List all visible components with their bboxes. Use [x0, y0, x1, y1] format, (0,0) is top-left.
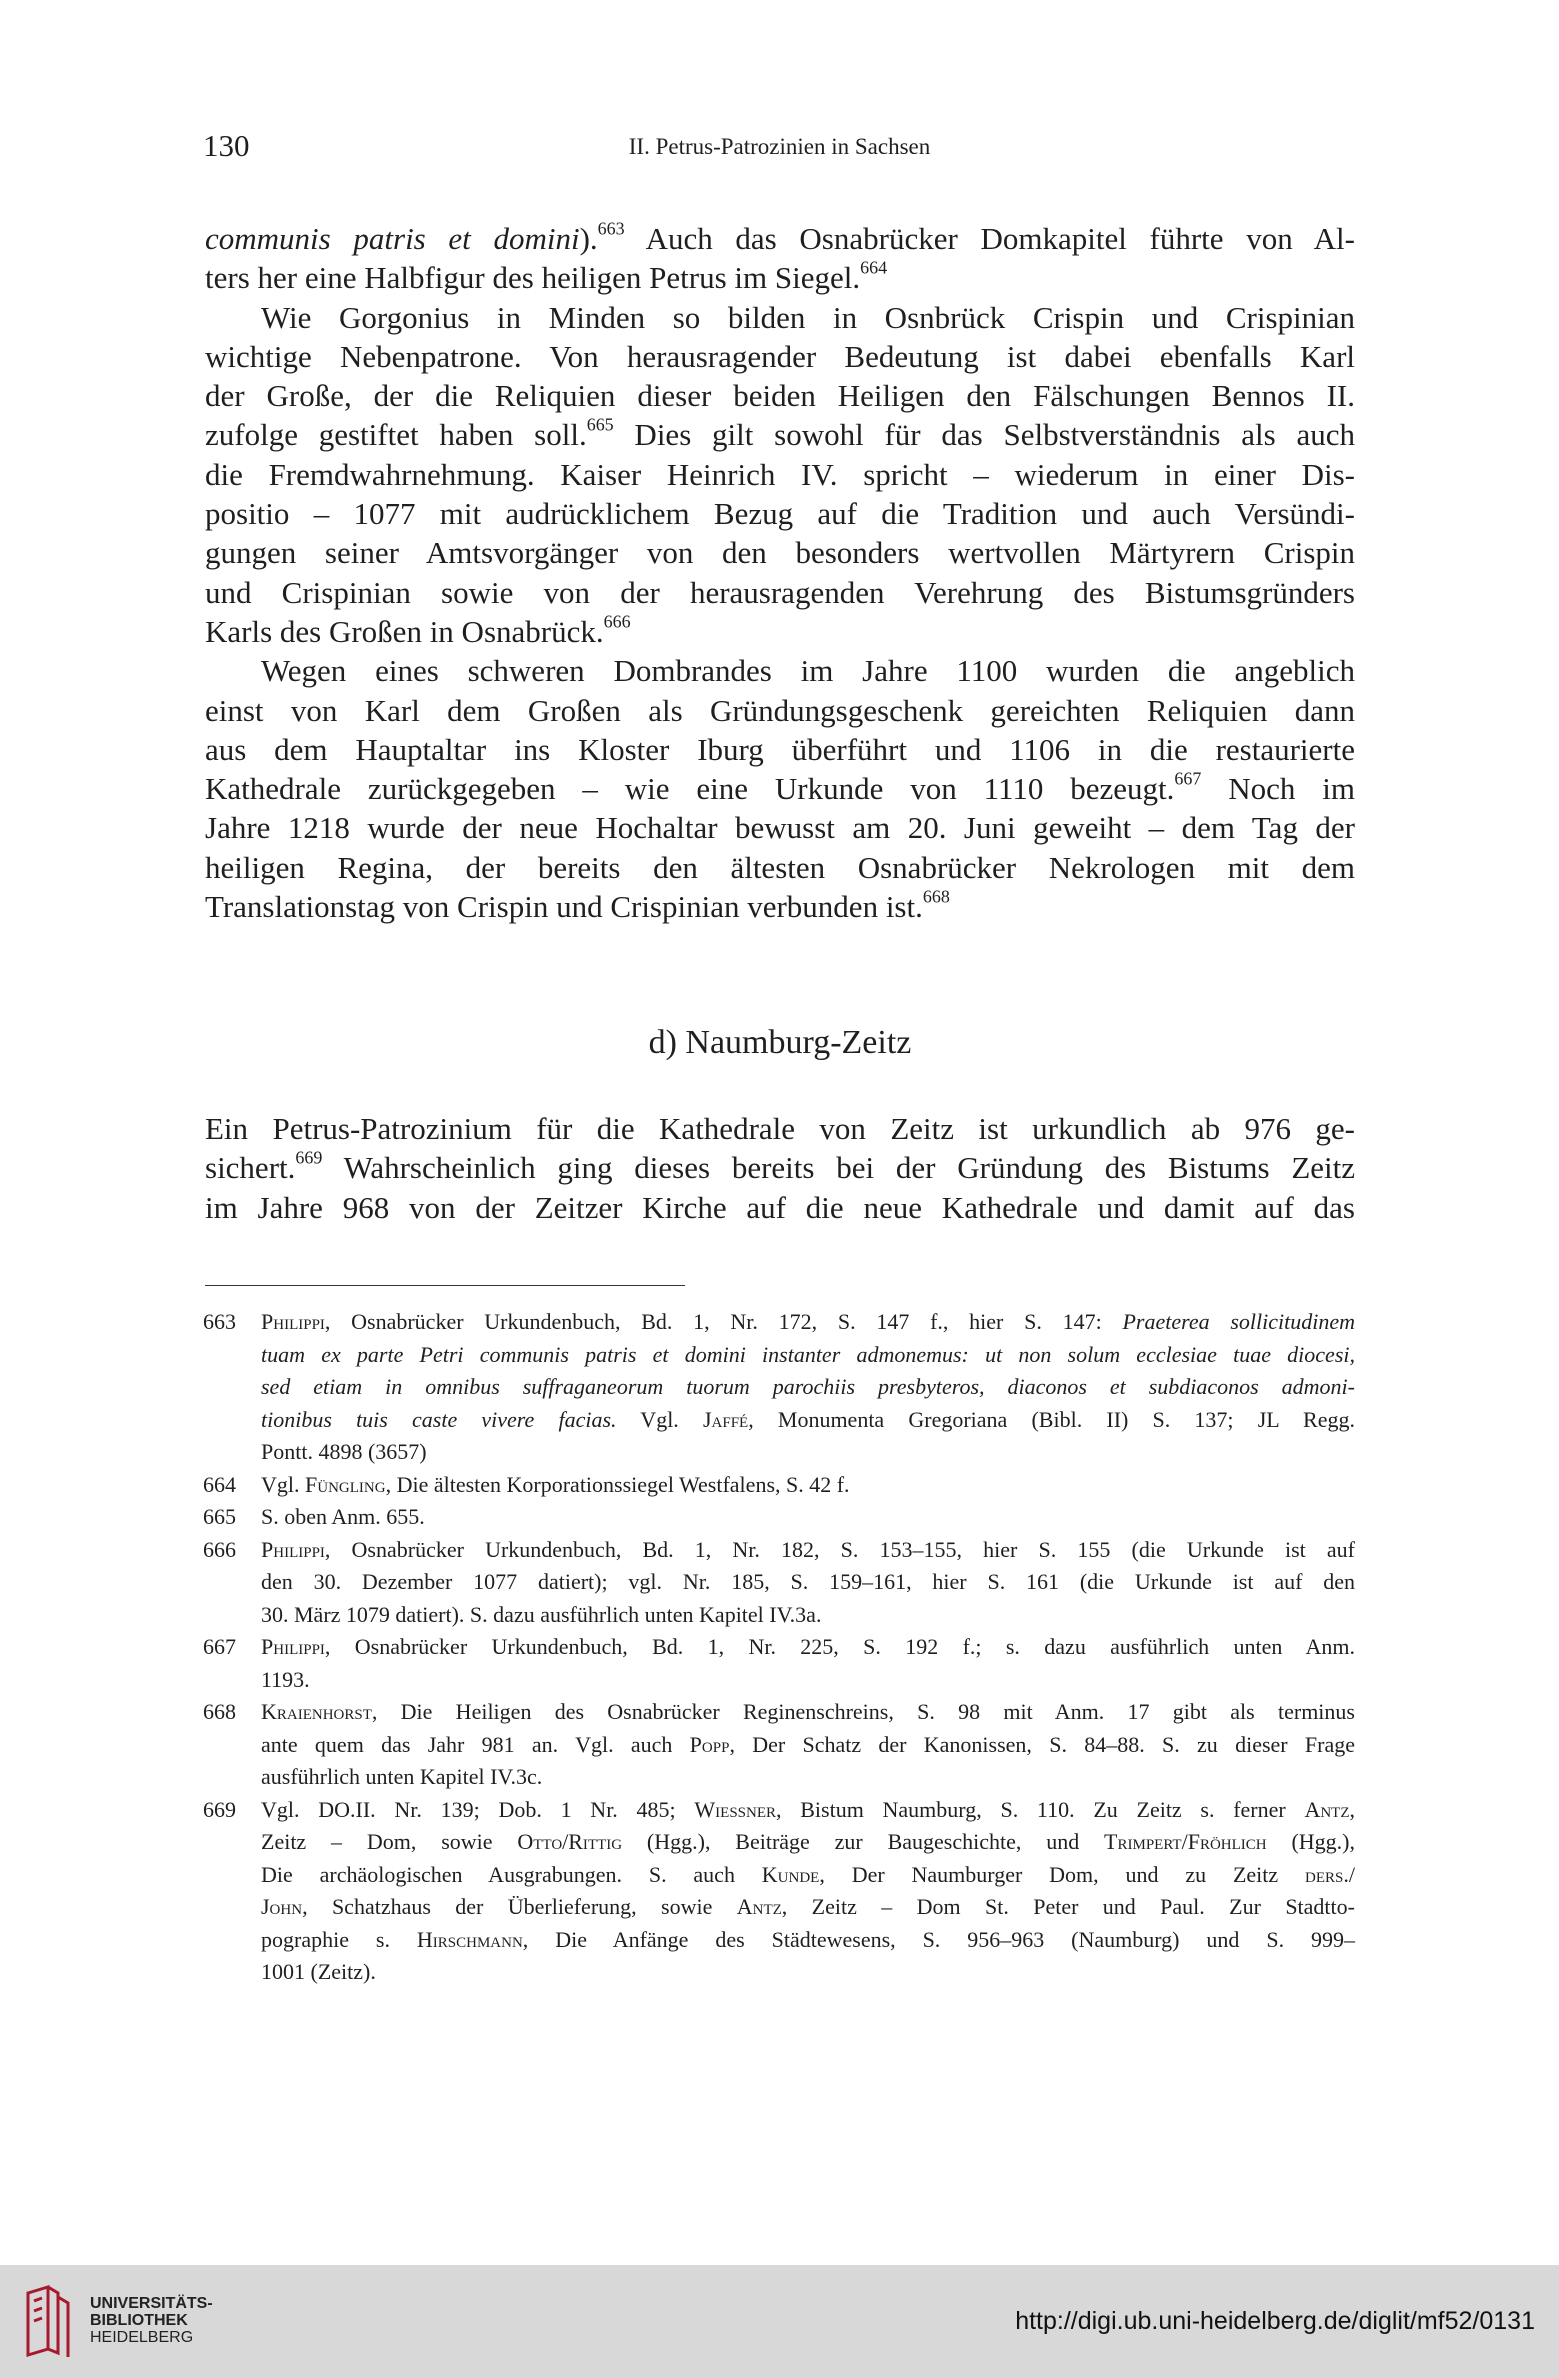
text-line: Kathedrale zurückgegeben – wie eine Urkunde von 1110 bezeugt.$^{667}$ Noch im	[205, 768, 1356, 807]
footnote-line: den 30. Dezember 1077 datiert); vgl. Nr. 185, S. 159–161, hier S. 161 (die Urkunde ist auf den	[261, 1569, 1355, 1594]
footnote-line: ausführlich unten Kapitel IV.3c.	[261, 1764, 543, 1789]
text-line: Translationstag von Crispin und Crispinian verbunden ist.$^{668}$	[205, 886, 950, 925]
text-line: Wegen eines schweren Dombrandes im Jahre 1100 wurden die angeblich	[261, 653, 1355, 689]
library-name-line: BIBLIOTHEK	[90, 2312, 188, 2329]
main-text	[205, 219, 1355, 926]
section-text	[205, 1109, 1355, 1227]
text-line: Wie Gorgonius in Minden so bilden in Osnbrück Crispin und Crispinian	[261, 299, 1355, 335]
library-logo-icon	[24, 2285, 76, 2357]
footnote-669	[203, 1794, 1355, 1989]
footnote-line: 30. März 1079 datiert). S. dazu ausführlich unten Kapitel IV.3a.	[261, 1601, 822, 1627]
footnote-line: Philippi, Osnabrücker Urkundenbuch, Bd. 1, Nr. 172, S. 147 f., hier S. 147: Praeterea sollicitudinem	[261, 1309, 1355, 1334]
footnote-line: S. oben Anm. 655.	[261, 1504, 425, 1529]
footnote-line: tuam ex parte Petri communis patris et domini instanter admonemus: ut non solum ecclesiae tuae diocesi,	[261, 1341, 1355, 1367]
text-line: heiligen Regina, der bereits den ältesten Osnabrücker Nekrologen mit dem	[205, 849, 1355, 885]
footnote-line: tionibus tuis caste vivere facias. Vgl. Jaffé, Monumenta Gregoriana (Bibl. II) S. 137; JL Regg.	[261, 1406, 1355, 1432]
text-line: positio – 1077 mit audrücklichem Bezug auf die Tradition und auch Versündi-	[205, 496, 1355, 532]
footnote-line: Die archäologischen Ausgrabungen. S. auch Kunde, Der Naumburger Dom, und zu Zeitz ders./	[261, 1861, 1355, 1887]
footnote-number: 663	[203, 1309, 236, 1334]
text-line: einst von Karl dem Großen als Gründungsgeschenk gereichten Reliquien dann	[205, 692, 1355, 728]
text-line: Karls des Großen in Osnabrück.$^{666}$	[205, 611, 631, 649]
text-line: aus dem Hauptaltar ins Kloster Iburg überführt und 1106 in die restaurierte	[205, 731, 1355, 767]
text-line: der Große, der die Reliquien dieser beiden Heiligen den Fälschungen Bennos II.	[205, 378, 1355, 414]
footnote-line: 1001 (Zeitz).	[261, 1959, 376, 1984]
text-line: zufolge gestiftet haben soll.$^{665}$ Dies gilt sowohl für das Selbstverständnis als auch	[205, 415, 1355, 453]
page-number: 130	[203, 128, 250, 163]
footnote-line: Philippi, Osnabrücker Urkundenbuch, Bd. 1, Nr. 225, S. 192 f.; s. dazu ausführlich unten Anm.	[261, 1634, 1355, 1659]
footnote-number: 668	[203, 1699, 236, 1724]
footnote-number: 666	[203, 1536, 236, 1562]
footnote-665	[203, 1501, 1355, 1534]
running-head: II. Petrus-Patrozinien in Sachsen	[628, 134, 931, 159]
footnote-number: 667	[203, 1634, 236, 1659]
footnote-line: John, Schatzhaus der Überlieferung, sowie Antz, Zeitz – Dom St. Peter und Paul. Zur Stadtto-	[261, 1894, 1355, 1919]
footnote-667	[203, 1631, 1355, 1696]
footnote-number: 665	[203, 1504, 236, 1529]
footnote-line: Philippi, Osnabrücker Urkundenbuch, Bd. 1, Nr. 182, S. 153–155, hier S. 155 (die Urkunde ist auf	[261, 1536, 1355, 1562]
footnote-line: Vgl. Füngling, Die ältesten Korporationssiegel Westfalens, S. 42 f.	[261, 1471, 850, 1497]
text-line: im Jahre 968 von der Zeitzer Kirche auf die neue Kathedrale und damit auf das	[205, 1189, 1355, 1225]
footnote-line: Vgl. DO.II. Nr. 139; Dob. 1 Nr. 485; Wiessner, Bistum Naumburg, S. 110. Zu Zeitz s. ferner Antz,	[261, 1796, 1355, 1822]
footnote-divider	[205, 1285, 685, 1286]
footnote-line: sed etiam in omnibus suffraganeorum tuorum parochiis presbyteros, diaconos et subdiaconos admoni-	[261, 1374, 1355, 1399]
footnote-663	[203, 1306, 1355, 1469]
footnotes	[203, 1306, 1355, 1989]
section-heading: d) Naumburg-Zeitz	[648, 1024, 912, 1061]
page-header	[203, 128, 1356, 178]
footnote-line: ante quem das Jahr 981 an. Vgl. auch Popp, Der Schatz der Kanonissen, S. 84–88. S. zu dieser Frage	[261, 1731, 1355, 1757]
text-line: ters her eine Halbfigur des heiligen Petrus im Siegel.$^{664}$	[205, 257, 888, 296]
text-line: wichtige Nebenpatrone. Von herausragender Bedeutung ist dabei ebenfalls Karl	[205, 338, 1355, 374]
footnote-number: 669	[203, 1796, 236, 1822]
library-name	[90, 2295, 213, 2346]
library-name-line: UNIVERSITÄTS-	[90, 2295, 213, 2312]
text-line: sichert.$^{669}$ Wahrscheinlich ging dieses bereits bei der Gründung des Bistums Zeitz	[205, 1147, 1355, 1186]
footnote-line: Pontt. 4898 (3657)	[261, 1439, 427, 1464]
footnote-666	[203, 1534, 1355, 1632]
footnote-line: Zeitz – Dom, sowie Otto/Rittig (Hgg.), Beiträge zur Baugeschichte, und Trimpert/Fröhlich (Hgg.),	[261, 1829, 1355, 1854]
footnote-line: pographie s. Hirschmann, Die Anfänge des Städtewesens, S. 956–963 (Naumburg) und S. 999–	[261, 1926, 1356, 1952]
footer-bar	[0, 2265, 1559, 2378]
library-name-line: HEIDELBERG	[90, 2329, 194, 2346]
text-line: gungen seiner Amtsvorgänger von den besonders wertvollen Märtyrern Crispin	[205, 535, 1355, 571]
footnote-line: Kraienhorst, Die Heiligen des Osnabrücker Reginenschreins, S. 98 mit Anm. 17 gibt als terminus	[261, 1699, 1355, 1724]
text-line: Ein Petrus-Patrozinium für die Kathedrale von Zeitz ist urkundlich ab 976 ge-	[205, 1111, 1355, 1146]
footnote-668	[203, 1696, 1355, 1794]
text-line: die Fremdwahrnehmung. Kaiser Heinrich IV. spricht – wiederum in einer Dis-	[205, 456, 1355, 492]
source-url[interactable]: http://digi.ub.uni-heidelberg.de/diglit/mf52/0131	[1015, 2307, 1535, 2335]
footnote-664	[203, 1469, 1355, 1502]
text-line: und Crispinian sowie von der herausragenden Verehrung des Bistumsgründers	[205, 574, 1355, 610]
text-line: communis patris et domini).$^{663}$ Auch das Osnabrücker Domkapitel führte von Al-	[205, 218, 1355, 256]
footnote-number: 664	[203, 1471, 236, 1497]
text-line: Jahre 1218 wurde der neue Hochaltar bewusst am 20. Juni geweiht – dem Tag der	[205, 810, 1355, 846]
footnote-line: 1193.	[261, 1666, 310, 1692]
